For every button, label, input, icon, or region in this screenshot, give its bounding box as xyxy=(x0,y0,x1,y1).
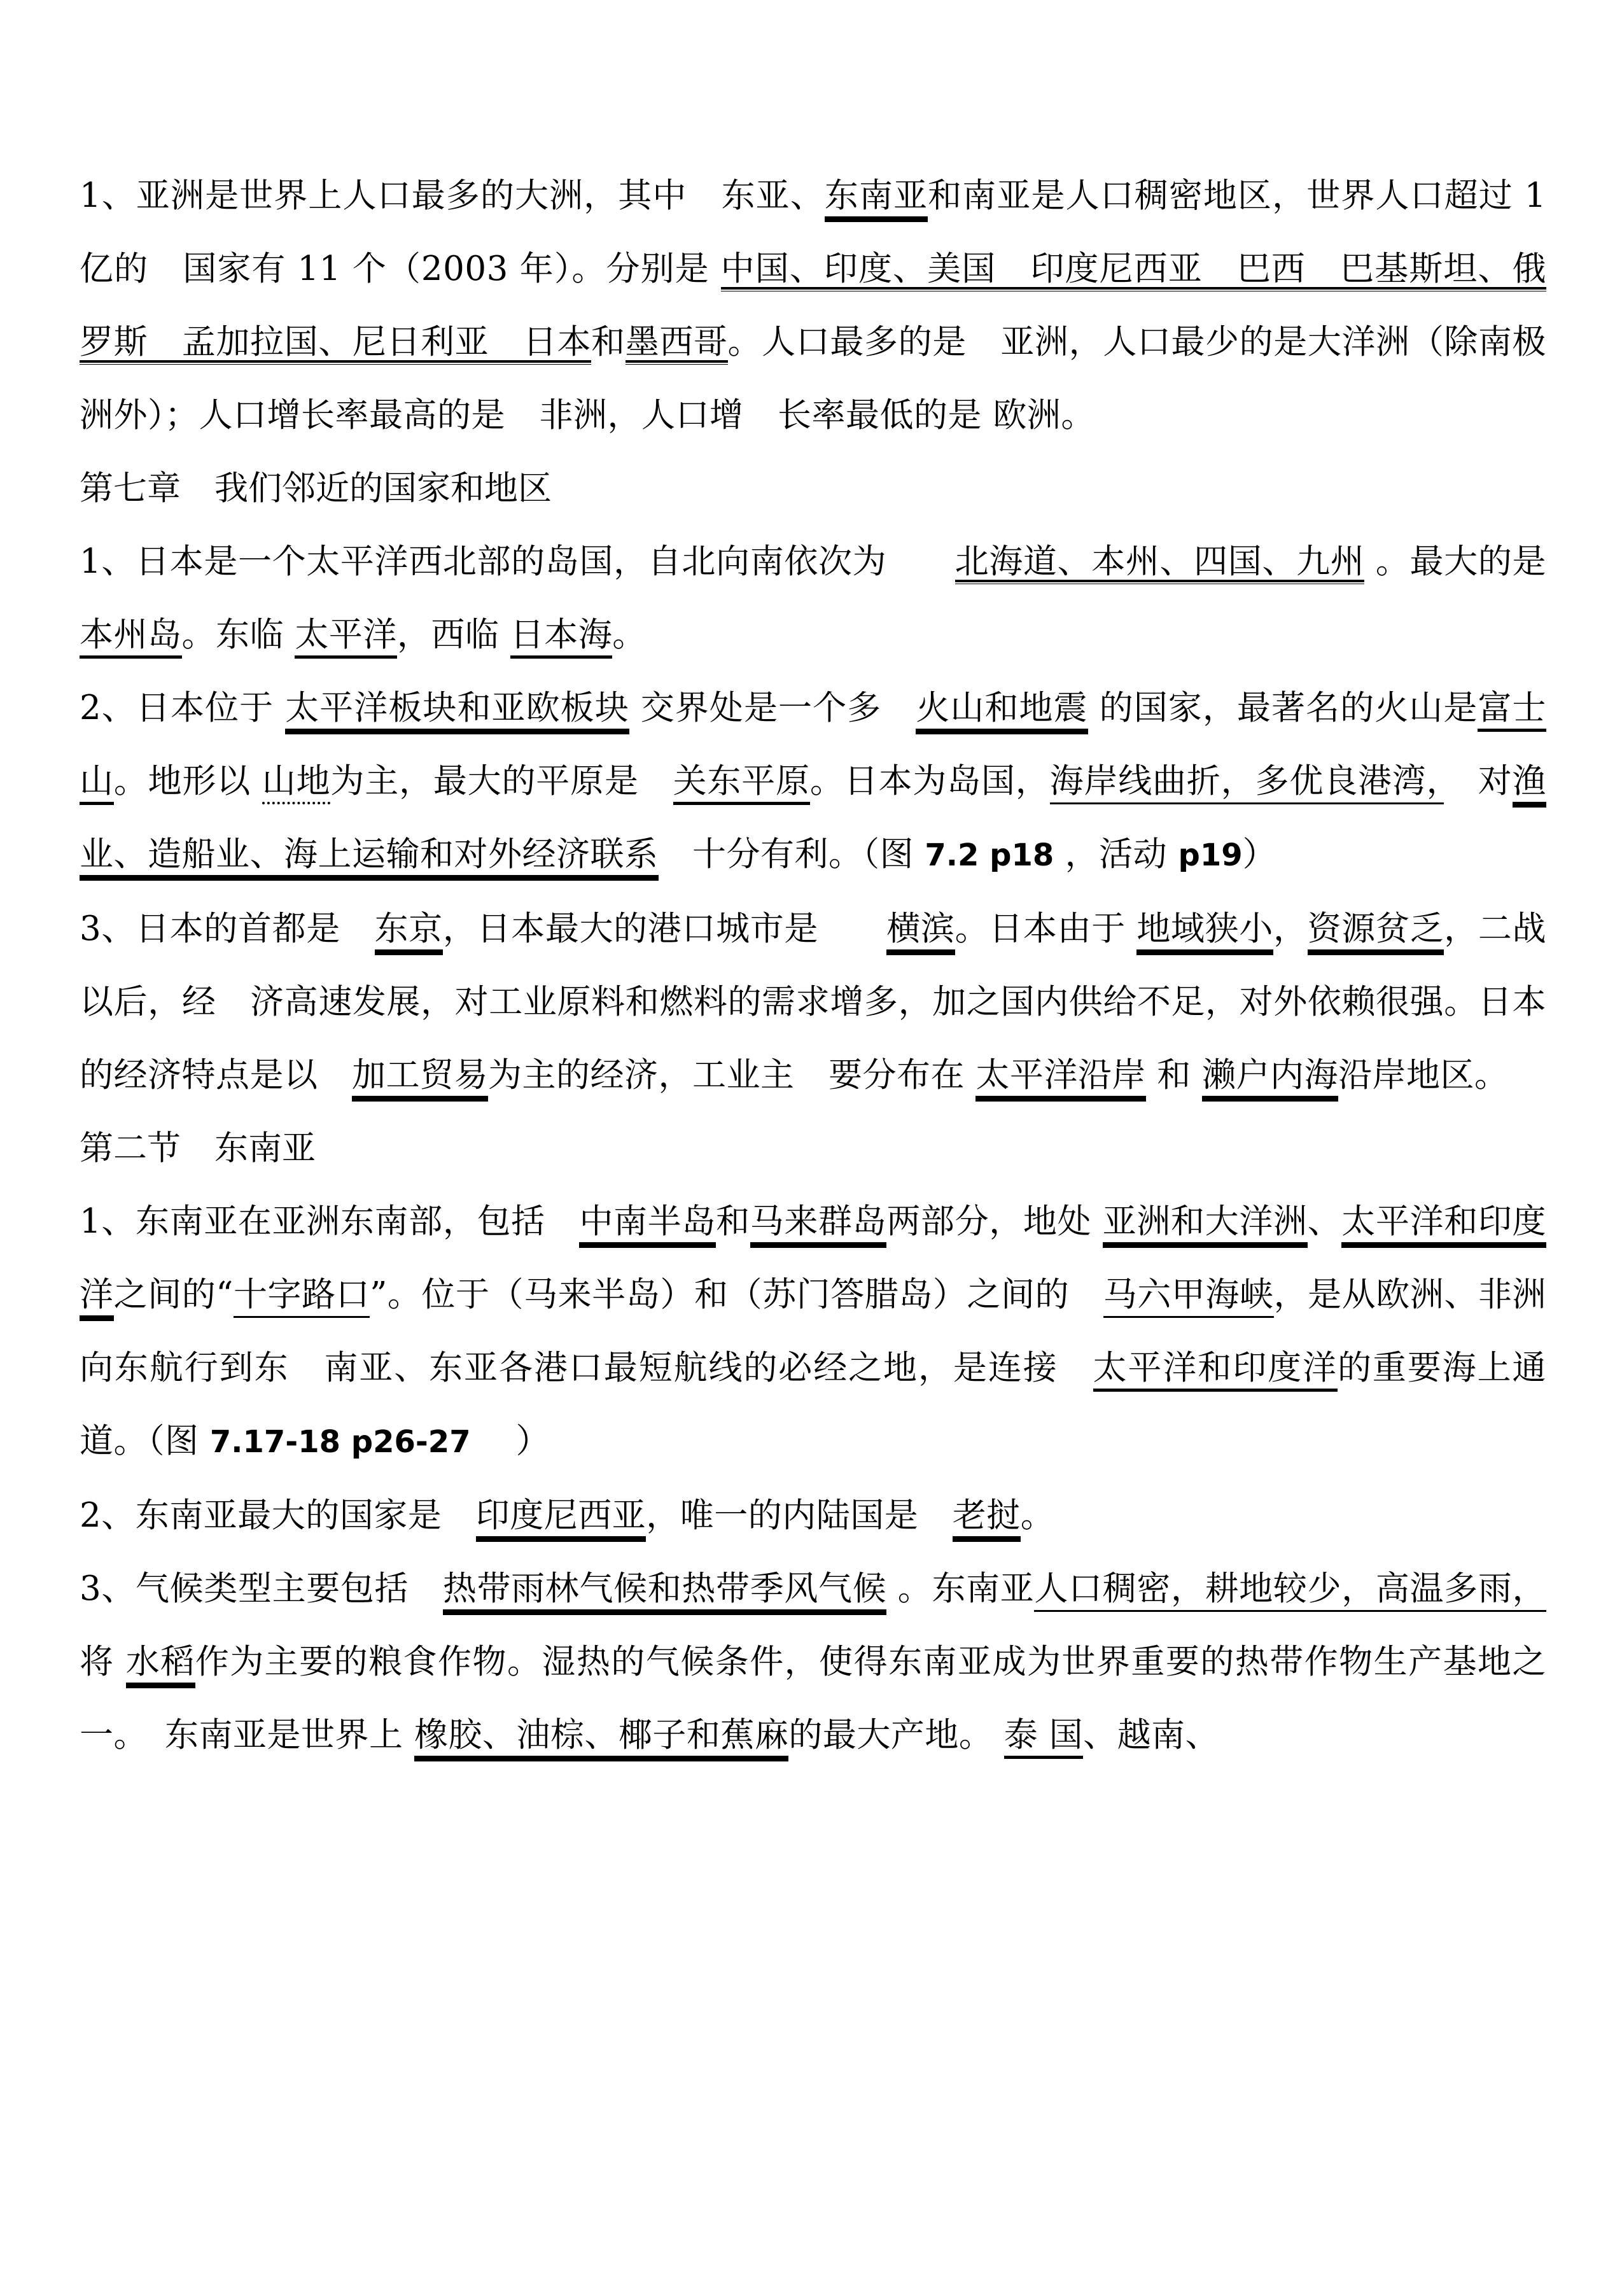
text-run: ） xyxy=(470,1422,550,1460)
paragraph-asia-population xyxy=(80,159,1558,452)
text-run: 的重要海上通道。（图 xyxy=(80,1348,1547,1460)
text-run: 为主的经济，工业主 要分布在 xyxy=(488,1056,976,1095)
underlined-answer: 7.17-18 p26-27 xyxy=(209,1424,471,1460)
text-run: 2、日本位于 xyxy=(80,689,286,727)
text-run: ，唯一的内陆国是 xyxy=(646,1496,953,1535)
underlined-answer: 橡胶、油棕、椰子和蕉麻 xyxy=(414,1716,789,1761)
text-run: 。最大的是 xyxy=(1364,542,1546,581)
text-run: 、越南、 xyxy=(1083,1716,1220,1754)
text-run: 。日本由于 xyxy=(954,909,1137,948)
text-run: 两部分，地处 xyxy=(886,1202,1103,1241)
text-run: ，日本最大的港口城市是 xyxy=(442,909,887,948)
underlined-answer: 濑户内海 xyxy=(1202,1056,1338,1102)
underlined-answer: 地域狭小 xyxy=(1136,909,1273,955)
underlined-answer: 7.2 p18 xyxy=(925,837,1054,873)
text-run: 将 xyxy=(80,1642,126,1681)
underlined-answer: 老挝 xyxy=(953,1496,1021,1542)
text-run: 为主，最大的平原是 xyxy=(330,762,673,801)
text-run: 。东临 xyxy=(181,615,295,654)
paragraph-japan-volcano xyxy=(80,671,1546,892)
underlined-answer: 中南半岛 xyxy=(579,1202,716,1248)
text-run: 和 xyxy=(1145,1056,1203,1095)
underlined-answer: 亚洲和大洋洲 xyxy=(1103,1202,1308,1248)
paragraph-sea-climate xyxy=(80,1552,1546,1772)
text-run: 和南亚是人口稠密地区，世界人口超过 1 亿的 国家有 11 个（2003 年）。分别是 xyxy=(80,176,1558,288)
text-run: ，活动 xyxy=(1054,835,1178,874)
text-run: ， xyxy=(1273,909,1308,948)
underlined-answer: 中国、印度、美国 印度尼西亚 巴西 巴基斯坦、俄罗斯 孟加拉国、尼日利亚 日本 xyxy=(80,249,1546,365)
heading-section-2-southeast-asia: 第二节 东南亚 xyxy=(80,1129,316,1168)
text-run: 十分有利。（图 xyxy=(658,835,925,874)
text-run: 的国家，最著名的火山是 xyxy=(1087,689,1478,727)
paragraph-sea-location xyxy=(80,1185,1546,1479)
underlined-answer: 日本海 xyxy=(510,615,613,659)
text-run: 1、日本是一个太平洋西北部的岛国，自北向南依次为 xyxy=(80,542,955,581)
underlined-answer: 太平洋 xyxy=(295,615,397,659)
underlined-answer: 马来群岛 xyxy=(750,1202,887,1248)
underlined-answer: 东南亚 xyxy=(825,176,928,222)
underlined-answer: 太平洋板块和亚欧板块 xyxy=(285,689,629,734)
underlined-answer: 本州岛 xyxy=(80,615,182,659)
text-run: ，是从欧洲、非洲向东航行到东 南亚、东亚各港口最短航线的必经之地，是连接 xyxy=(80,1275,1547,1387)
paragraph-sea-largest-country xyxy=(80,1479,1546,1552)
underlined-answer: 富士山 xyxy=(80,689,1546,805)
underlined-answer: 北海道、本州、四国、九州 xyxy=(955,542,1365,584)
underlined-answer: 海岸线曲折，多优良港湾， xyxy=(1050,762,1444,804)
underlined-answer: 山地 xyxy=(262,762,331,804)
underlined-answer: 印度尼西亚 xyxy=(476,1496,647,1542)
underlined-answer: 人口稠密，耕地较少，高温多雨， xyxy=(1034,1569,1546,1612)
underlined-answer: 加工贸易 xyxy=(352,1056,488,1102)
text-run: 对 xyxy=(1443,762,1513,801)
document-body xyxy=(80,159,1558,1772)
text-run: 作为主要的粮食作物。湿热的气候条件，使得东南亚成为世界重要的热带作物生产基地之一。 东南亚是世界上 xyxy=(80,1642,1547,1754)
text-run: 3、日本的首都是 xyxy=(80,909,375,948)
underlined-answer: 墨西哥 xyxy=(626,323,728,365)
text-run: 。日本为岛国， xyxy=(809,762,1050,801)
paragraph-japan-islands xyxy=(80,525,1546,671)
text-run: 1、东南亚在亚洲东南部，包括 xyxy=(80,1202,580,1241)
text-run: 。地形以 xyxy=(113,762,262,801)
underlined-answer: 火山和地震 xyxy=(916,689,1087,734)
text-run: ，西临 xyxy=(396,615,510,654)
text-run: 的最大产地。 xyxy=(788,1716,1004,1754)
underlined-answer: 太平洋和印度洋 xyxy=(80,1202,1546,1321)
underlined-answer: 马六甲海峡 xyxy=(1103,1275,1274,1318)
text-run: 和 xyxy=(591,323,626,361)
text-run: 。人口最多的是 亚洲，人口最少的是大洋洲（除南极洲外）；人口增长率最高的是 非洲，人口增 长率最低的是 欧洲。 xyxy=(80,323,1547,435)
underlined-answer: p19 xyxy=(1178,837,1243,873)
text-run: 。 xyxy=(1020,1496,1055,1535)
underlined-answer: 渔业、造船业、海上运输和对外经济联系 xyxy=(80,762,1546,881)
underlined-answer: 太平洋沿岸 xyxy=(975,1056,1146,1102)
heading-chapter-7: 第七章 我们邻近的国家和地区 xyxy=(80,469,552,508)
text-run: 。 xyxy=(612,615,647,654)
underlined-answer: 十字路口 xyxy=(234,1275,370,1318)
underlined-answer: 太平洋和印度洋 xyxy=(1093,1348,1338,1392)
text-run: 沿岸地区。 xyxy=(1338,1056,1509,1095)
text-run: ，二战以后，经 济高速发展，对工业原料和燃料的需求增多，加之国内供给不足，对外依赖很强。日本的经济特点是以 xyxy=(80,909,1547,1095)
text-run: 2、东南亚最大的国家是 xyxy=(80,1496,476,1535)
text-run: 、 xyxy=(1307,1202,1342,1241)
text-run: 。东南亚 xyxy=(886,1569,1035,1608)
underlined-answer: 泰 国 xyxy=(1004,1716,1083,1759)
text-run: 交界处是一个多 xyxy=(629,689,916,727)
paragraph-japan-economy xyxy=(80,892,1546,1112)
underlined-answer: 资源贫乏 xyxy=(1308,909,1444,955)
text-run: ”。位于（马来半岛）和（苏门答腊岛）之间的 xyxy=(370,1275,1103,1314)
text-run: 和 xyxy=(716,1202,750,1241)
underlined-answer: 关东平原 xyxy=(673,762,810,805)
text-run: 3、气候类型主要包括 xyxy=(80,1569,443,1608)
text-run: ） xyxy=(1242,835,1277,874)
underlined-answer: 热带雨林气候和热带季风气候 xyxy=(443,1569,886,1615)
text-run: 之间的“ xyxy=(113,1275,234,1314)
text-run: 1、亚洲是世界上人口最多的大洲，其中 东亚、 xyxy=(80,176,825,215)
underlined-answer: 横滨 xyxy=(886,909,954,955)
underlined-answer: 东京 xyxy=(375,909,443,955)
underlined-answer: 水稻 xyxy=(126,1642,195,1688)
